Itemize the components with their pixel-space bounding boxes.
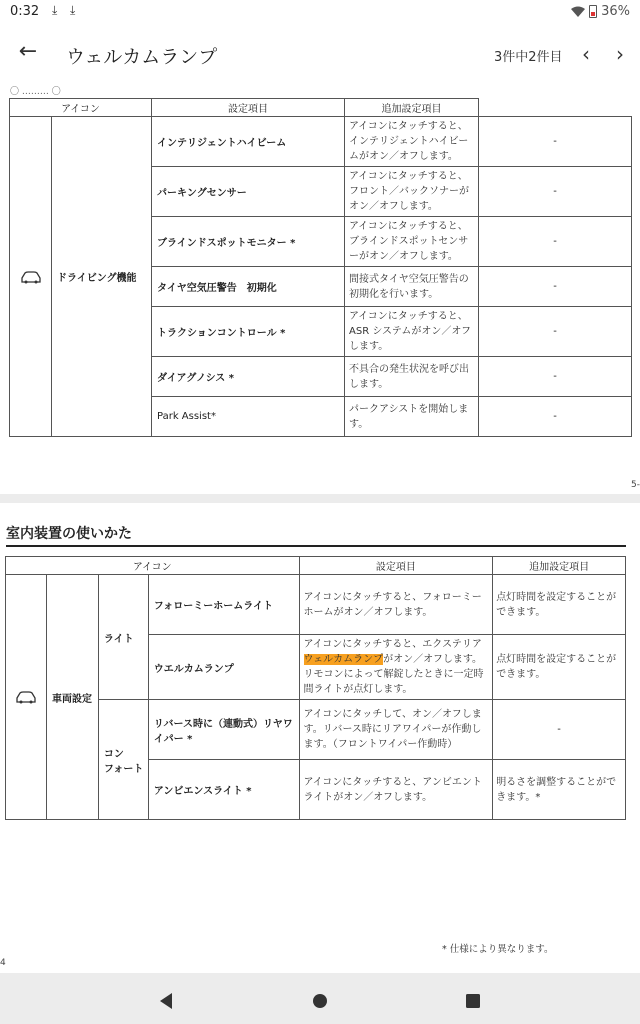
item-name: Park Assist* xyxy=(152,397,345,437)
item-extra: - xyxy=(479,217,632,267)
page-title: ウェルカムランプ xyxy=(66,46,218,68)
wifi-icon xyxy=(571,6,585,18)
item-name: パーキングセンサー xyxy=(152,167,345,217)
page-number: 4 xyxy=(0,958,6,968)
status-time: 0:32 xyxy=(10,4,40,19)
table-header: 設定項目 xyxy=(152,99,345,117)
document-page[interactable] xyxy=(0,84,640,494)
item-extra: - xyxy=(479,357,632,397)
next-result-button[interactable]: › xyxy=(616,42,624,66)
settings-table xyxy=(9,98,632,437)
settings-table xyxy=(5,556,626,820)
item-description: 間接式タイヤ空気圧警告の初期化を行います。 xyxy=(345,267,479,307)
item-name: インテリジェントハイビーム xyxy=(152,117,345,167)
document-page[interactable] xyxy=(0,503,640,973)
category-label: 車両設定 xyxy=(46,575,98,820)
group-label-line: フォート xyxy=(103,763,144,775)
battery-icon xyxy=(589,5,597,18)
icon-cell xyxy=(10,117,52,437)
item-name: アンビエンスライト * xyxy=(148,760,299,820)
item-description: アイコンにタッチすると、フロント／バックソナーがオン／オフします。 xyxy=(345,167,479,217)
item-extra: - xyxy=(479,307,632,357)
group-label xyxy=(98,700,148,820)
cut-off-text: 〇 ……… 〇 xyxy=(10,87,61,97)
item-name: ブラインドスポットモニター * xyxy=(152,217,345,267)
footnote: * 仕様により異なります。 xyxy=(442,944,554,955)
search-result-count: 3件中2件目 xyxy=(494,50,563,65)
item-name: トラクションコントロール * xyxy=(152,307,345,357)
item-description: アイコンにタッチすると、フォローミーホームがオン／オフします。 xyxy=(299,575,493,635)
item-name: リバース時に（連動式）リヤワイパー * xyxy=(148,700,299,760)
item-description: アイコンにタッチすると、インテリジェントハイビームがオン／オフします。 xyxy=(345,117,479,167)
system-nav-bar xyxy=(0,980,640,1024)
group-label: ライト xyxy=(98,575,148,700)
description-text: アイコンにタッチすると、エクステリア xyxy=(303,639,482,650)
category-label: ドライビング機能 xyxy=(52,117,152,437)
item-extra: - xyxy=(493,700,626,760)
table-row xyxy=(10,117,632,167)
download-icon: ⤓ xyxy=(52,3,58,17)
icon-cell xyxy=(6,575,47,820)
previous-result-button[interactable]: ‹ xyxy=(582,42,590,66)
section-title: 室内装置の使いかた xyxy=(6,526,132,542)
group-label-line: コン xyxy=(103,748,124,760)
description-text: がオン／オフします。リモコンによって解錠したときに一定時間ライトが点灯します。 xyxy=(303,654,484,695)
search-highlight: ウェルカムランプ xyxy=(303,654,384,665)
back-arrow-icon[interactable]: ← xyxy=(18,39,38,64)
home-circle-icon[interactable] xyxy=(312,992,328,1010)
table-row xyxy=(6,700,626,760)
item-description: パークアシストを開始します。 xyxy=(345,397,479,437)
item-description xyxy=(299,635,493,700)
item-description: 不具合の発生状況を呼び出します。 xyxy=(345,357,479,397)
table-header: アイコン xyxy=(6,557,300,575)
item-description: アイコンにタッチすると、アンビエントライトがオン／オフします。 xyxy=(299,760,493,820)
download-icon: ⤓ xyxy=(70,3,76,17)
car-icon xyxy=(20,270,42,284)
item-extra: 点灯時間を設定することができます。 xyxy=(493,635,626,700)
table-header: 追加設定項目 xyxy=(345,99,479,117)
item-extra: 明るさを調整することができます。* xyxy=(493,760,626,820)
app-bar xyxy=(0,24,640,84)
item-extra: - xyxy=(479,397,632,437)
table-header: 追加設定項目 xyxy=(493,557,626,575)
item-extra: 点灯時間を設定することができます。 xyxy=(493,575,626,635)
item-name: タイヤ空気圧警告 初期化 xyxy=(152,267,345,307)
item-name: フォローミーホームライト xyxy=(148,575,299,635)
item-name: ダイアグノシス * xyxy=(152,357,345,397)
battery-percent: 36% xyxy=(601,4,630,19)
item-description: アイコンにタッチして、オン／オフします。リバース時にリアワイパーが作動します。（フロントワイパー作動時） xyxy=(299,700,493,760)
table-header: 設定項目 xyxy=(299,557,493,575)
item-name: ウエルカムランプ xyxy=(148,635,299,700)
item-extra: - xyxy=(479,117,632,167)
recents-square-icon[interactable] xyxy=(465,992,481,1010)
status-bar xyxy=(0,0,640,24)
page-number: 5- xyxy=(631,480,640,490)
item-extra: - xyxy=(479,167,632,217)
item-description: アイコンにタッチすると、ASR システムがオン／オフします。 xyxy=(345,307,479,357)
table-header: アイコン xyxy=(10,99,152,117)
car-icon xyxy=(15,690,37,704)
section-divider xyxy=(6,545,626,547)
table-row xyxy=(6,575,626,635)
back-triangle-icon[interactable] xyxy=(158,992,174,1010)
item-extra: - xyxy=(479,267,632,307)
item-description: アイコンにタッチすると、ブラインドスポットセンサーがオン／オフします。 xyxy=(345,217,479,267)
